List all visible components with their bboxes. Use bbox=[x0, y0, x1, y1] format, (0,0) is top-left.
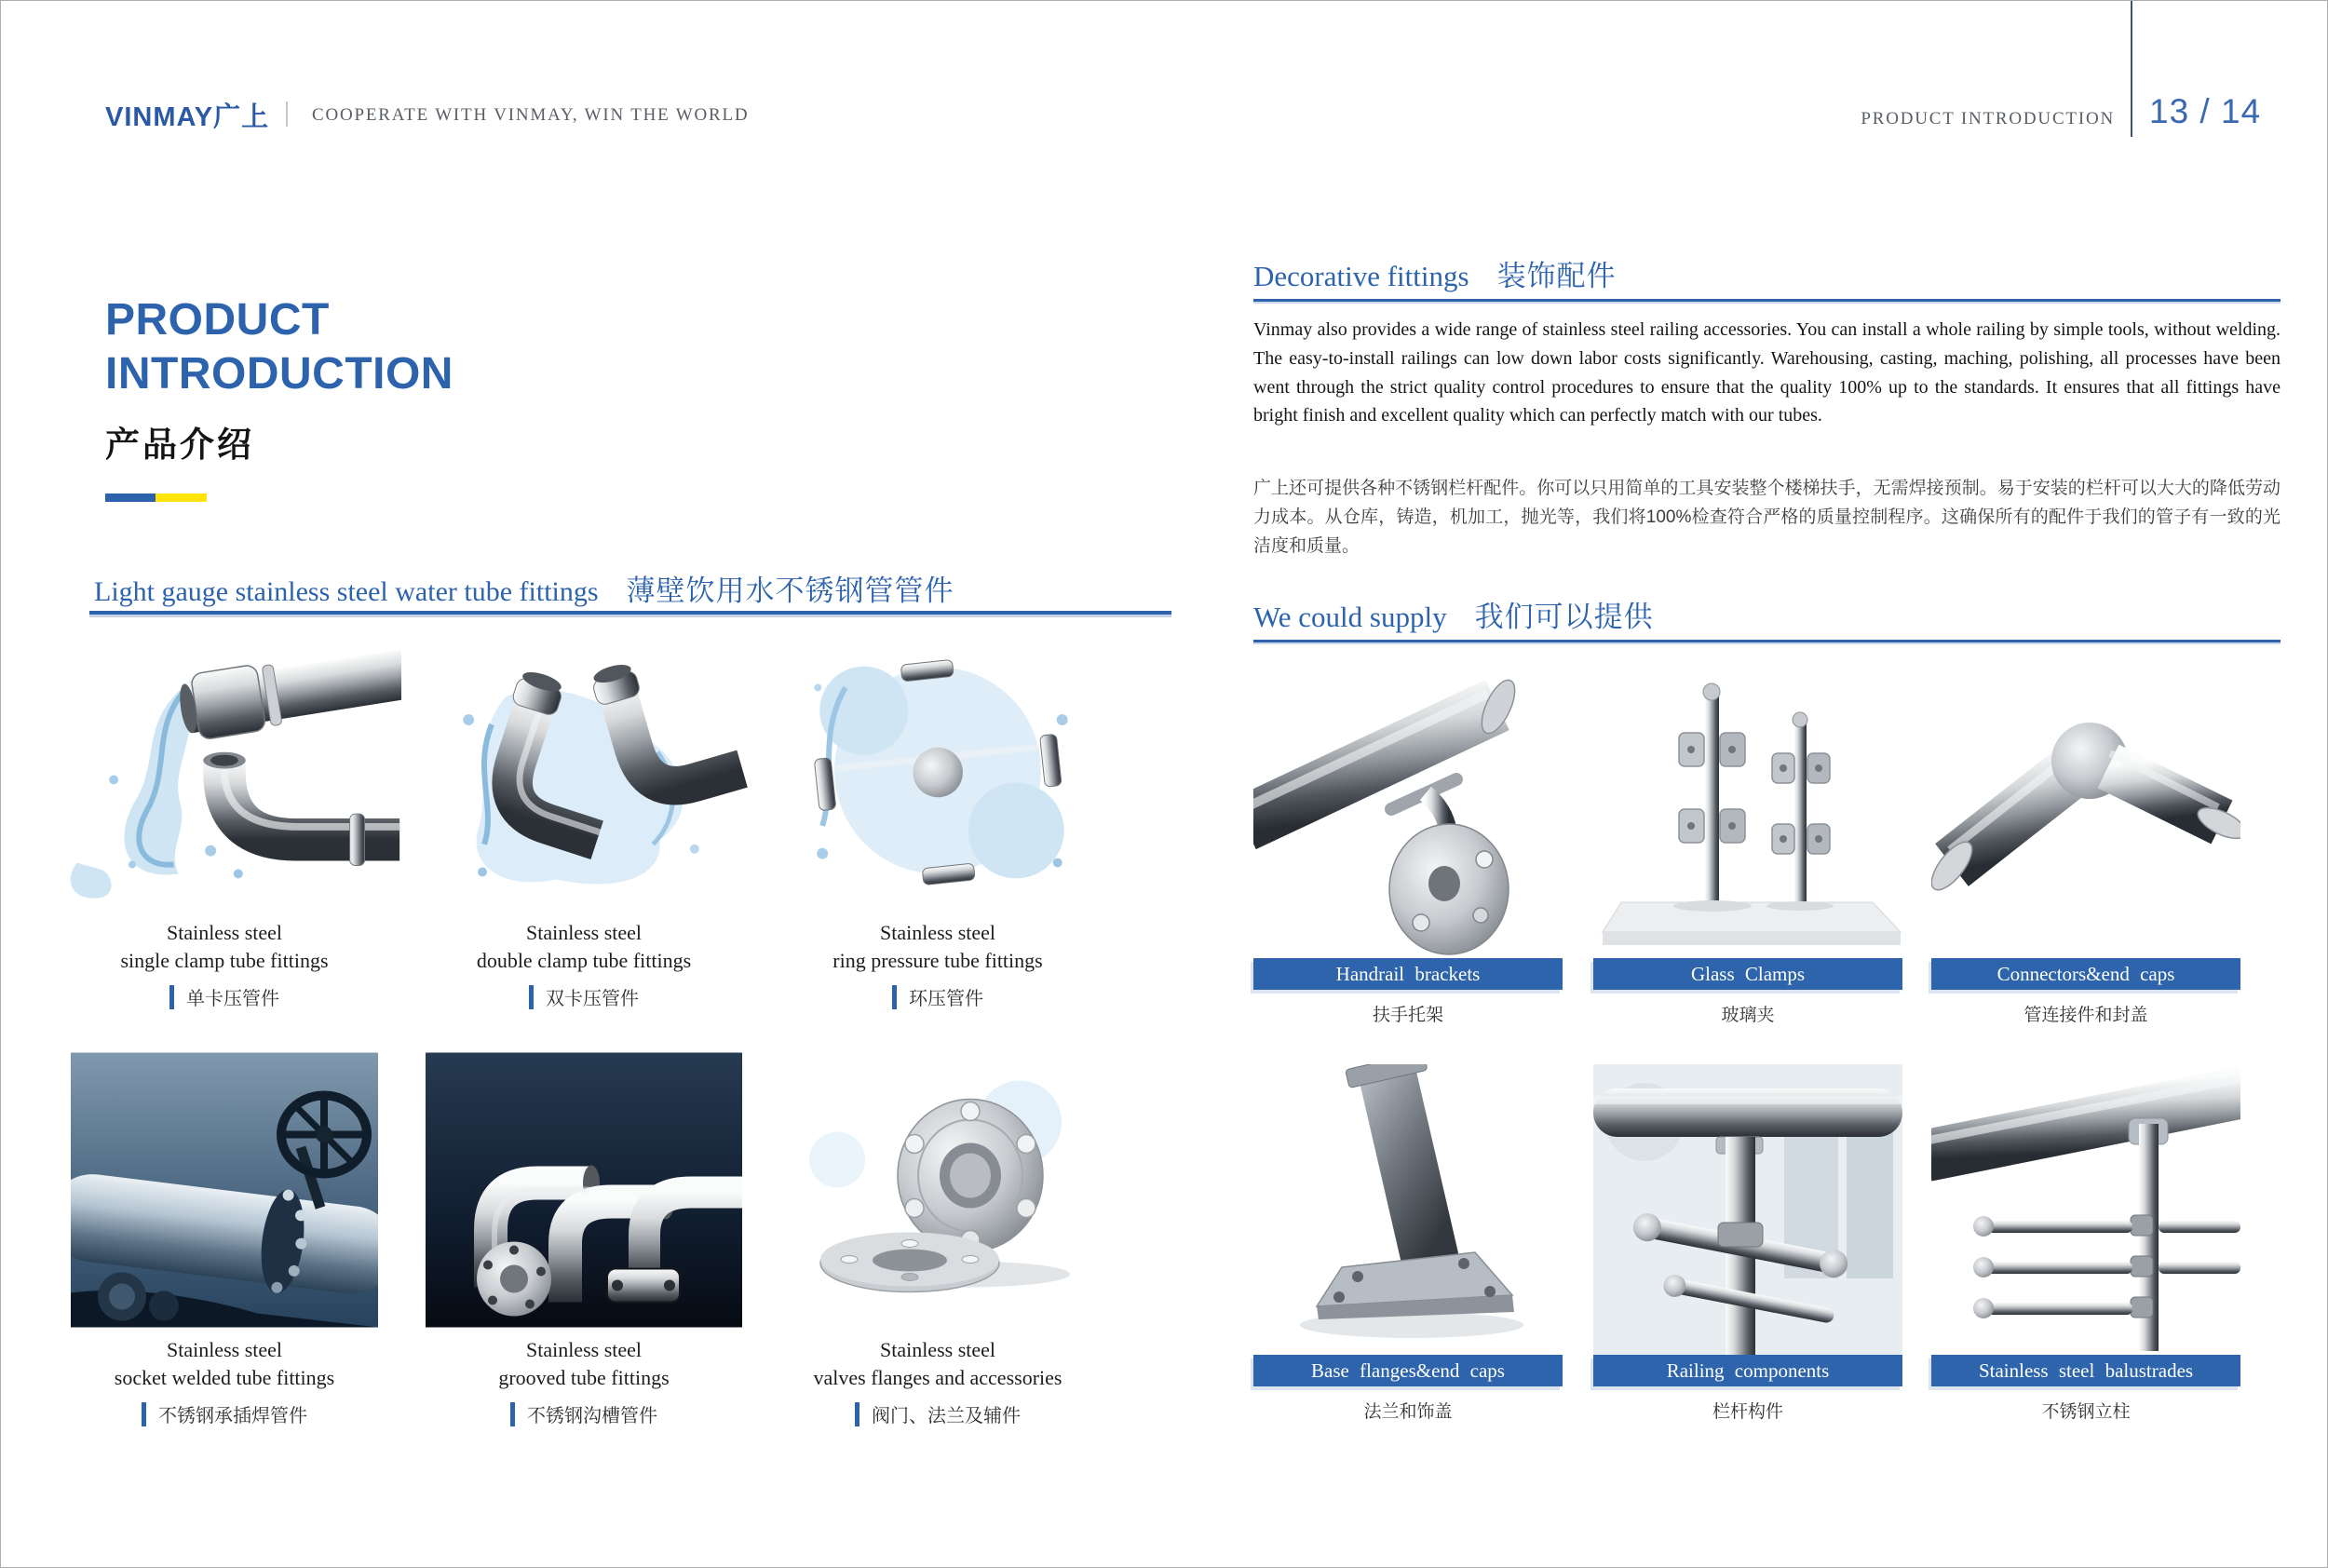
supply-label: Handrail brackets bbox=[1253, 958, 1563, 990]
supply-label: Connectors&end caps bbox=[1931, 958, 2240, 990]
supply-label: Glass Clamps bbox=[1593, 958, 1902, 990]
page-number: 13 / 14 bbox=[2149, 92, 2262, 130]
accent-bar-yellow bbox=[156, 493, 207, 502]
supply-caption-cn: 玻璃夹 bbox=[1721, 1006, 1775, 1025]
caption-tick bbox=[169, 985, 174, 1009]
caption-tick bbox=[529, 985, 534, 1009]
product-cell-single-clamp bbox=[47, 632, 401, 1010]
connectors-end-caps-image bbox=[1931, 668, 2240, 958]
decorative-fittings-paragraph-en: Vinmay also provides a wide range of stainless steel railing accessories. You can install a whole railing by simple tools, without welding. The easy-to-install railings can low down labor costs significantly. Warehousing, casting, maching, polishing, all processes have been went through the strict quality control procedures to ensure that the quality 100% up to the standards. It ensures that all fittings have bright finish and excellent quality which can perfectly match with our tubes. bbox=[1253, 319, 2281, 426]
supply-cell-balustrades bbox=[1931, 1064, 2240, 1423]
caption-tick bbox=[892, 985, 897, 1009]
grooved-image bbox=[413, 1049, 755, 1331]
we-could-supply-heading-cn: 我们可以提供 bbox=[1474, 601, 1654, 633]
supply-caption-cn: 管连接件和封盖 bbox=[2023, 1006, 2148, 1025]
header-divider bbox=[286, 101, 288, 127]
left-section-heading bbox=[94, 567, 954, 609]
product-cell-valves-flanges bbox=[766, 1049, 1109, 1427]
product-caption: Stainless steel ring pressure tube fittings bbox=[832, 921, 1043, 972]
supply-label: Base flanges&end caps bbox=[1253, 1355, 1563, 1386]
balustrades-image bbox=[1931, 1064, 2240, 1355]
double-clamp-image bbox=[413, 632, 755, 913]
left-section-underline bbox=[89, 611, 1171, 615]
product-caption: Stainless steel socket welded tube fittings bbox=[114, 1338, 335, 1389]
page-title-chinese: 产品介绍 bbox=[105, 426, 254, 464]
product-caption: Stainless steel double clamp tube fittings bbox=[476, 921, 692, 972]
page-title-line1: PRODUCT bbox=[105, 295, 330, 345]
supply-label: Stainless steel balustrades bbox=[1931, 1355, 2240, 1386]
supply-caption-cn: 扶手托架 bbox=[1372, 1006, 1443, 1025]
accent-bar-blue bbox=[105, 493, 156, 502]
left-section-heading-cn: 薄壁饮用水不锈钢管管件 bbox=[626, 574, 954, 607]
supply-caption-cn: 栏杆构件 bbox=[1712, 1402, 1783, 1422]
product-caption-cn: 不锈钢承插焊管件 bbox=[158, 1406, 307, 1426]
product-caption-cn: 双卡压管件 bbox=[546, 989, 639, 1009]
caption-tick bbox=[510, 1402, 515, 1426]
railing-components-image bbox=[1593, 1064, 1902, 1355]
product-caption-cn: 不锈钢沟槽管件 bbox=[527, 1406, 657, 1426]
decorative-fittings-heading-cn: 装饰配件 bbox=[1496, 260, 1617, 292]
product-caption-cn: 环压管件 bbox=[909, 989, 983, 1009]
product-cell-grooved bbox=[413, 1049, 755, 1427]
product-caption-cn: 单卡压管件 bbox=[186, 989, 279, 1009]
supply-caption-cn: 法兰和饰盖 bbox=[1363, 1402, 1453, 1422]
title-accent-bar bbox=[105, 493, 207, 502]
ring-pressure-image bbox=[766, 632, 1109, 913]
header-vertical-rule bbox=[2131, 1, 2132, 137]
base-flanges-image bbox=[1253, 1064, 1563, 1355]
single-clamp-image bbox=[47, 632, 401, 913]
decorative-fittings-heading bbox=[1253, 252, 1617, 294]
supply-cell-base-flanges bbox=[1253, 1064, 1563, 1423]
product-caption: Stainless steel grooved tube fittings bbox=[498, 1338, 670, 1389]
product-caption-cn: 阀门、法兰及辅件 bbox=[872, 1406, 1021, 1426]
page-title-line2: INTRODUCTION bbox=[105, 349, 453, 399]
vinmay-logo: VINMAY广上 bbox=[105, 102, 270, 132]
product-caption: Stainless steel valves flanges and accessories bbox=[813, 1338, 1062, 1389]
supply-cell-connectors bbox=[1931, 668, 2240, 1026]
product-cell-double-clamp bbox=[413, 632, 755, 1010]
decorative-fittings-underline bbox=[1253, 299, 2281, 302]
we-could-supply-underline bbox=[1253, 640, 2281, 642]
caption-tick bbox=[142, 1402, 146, 1426]
we-could-supply-heading-en: We could supply bbox=[1253, 601, 1447, 633]
product-cell-ring-pressure bbox=[766, 632, 1109, 1010]
handrail-brackets-image bbox=[1253, 668, 1563, 958]
supply-cell-handrail-brackets bbox=[1253, 668, 1563, 1026]
supply-caption-cn: 不锈钢立柱 bbox=[2041, 1402, 2131, 1422]
valves-flanges-image bbox=[766, 1049, 1109, 1331]
header-tagline: COOPERATE WITH VINMAY, WIN THE WORLD bbox=[312, 105, 750, 125]
product-caption: Stainless steel single clamp tube fittings bbox=[120, 921, 329, 972]
decorative-fittings-paragraph-cn: 广上还可提供各种不锈钢栏杆配件。你可以只用简单的工具安装整个楼梯扶手，无需焊接预制。易于安装的栏杆可以大大的降低劳动力成本。从仓库，铸造，机加工，抛光等，我们将100%检查符合严格的质量控制程序。这确保所有的配件于我们的管子有一致的光洁度和质量。 bbox=[1253, 479, 2281, 556]
glass-clamps-image bbox=[1593, 668, 1902, 958]
we-could-supply-heading bbox=[1253, 593, 1654, 635]
supply-cell-glass-clamps bbox=[1593, 668, 1902, 1026]
page-title bbox=[105, 293, 453, 401]
product-cell-socket-welded bbox=[47, 1049, 401, 1427]
supply-cell-railing-components bbox=[1593, 1064, 1902, 1423]
socket-welded-image bbox=[47, 1049, 401, 1331]
caption-tick bbox=[855, 1402, 859, 1426]
decorative-fittings-heading-en: Decorative fittings bbox=[1253, 260, 1469, 292]
supply-label: Railing components bbox=[1593, 1355, 1902, 1386]
header-section-title: PRODUCT INTRODUCTION bbox=[1861, 109, 2115, 128]
left-section-heading-en: Light gauge stainless steel water tube fittings bbox=[94, 576, 599, 607]
